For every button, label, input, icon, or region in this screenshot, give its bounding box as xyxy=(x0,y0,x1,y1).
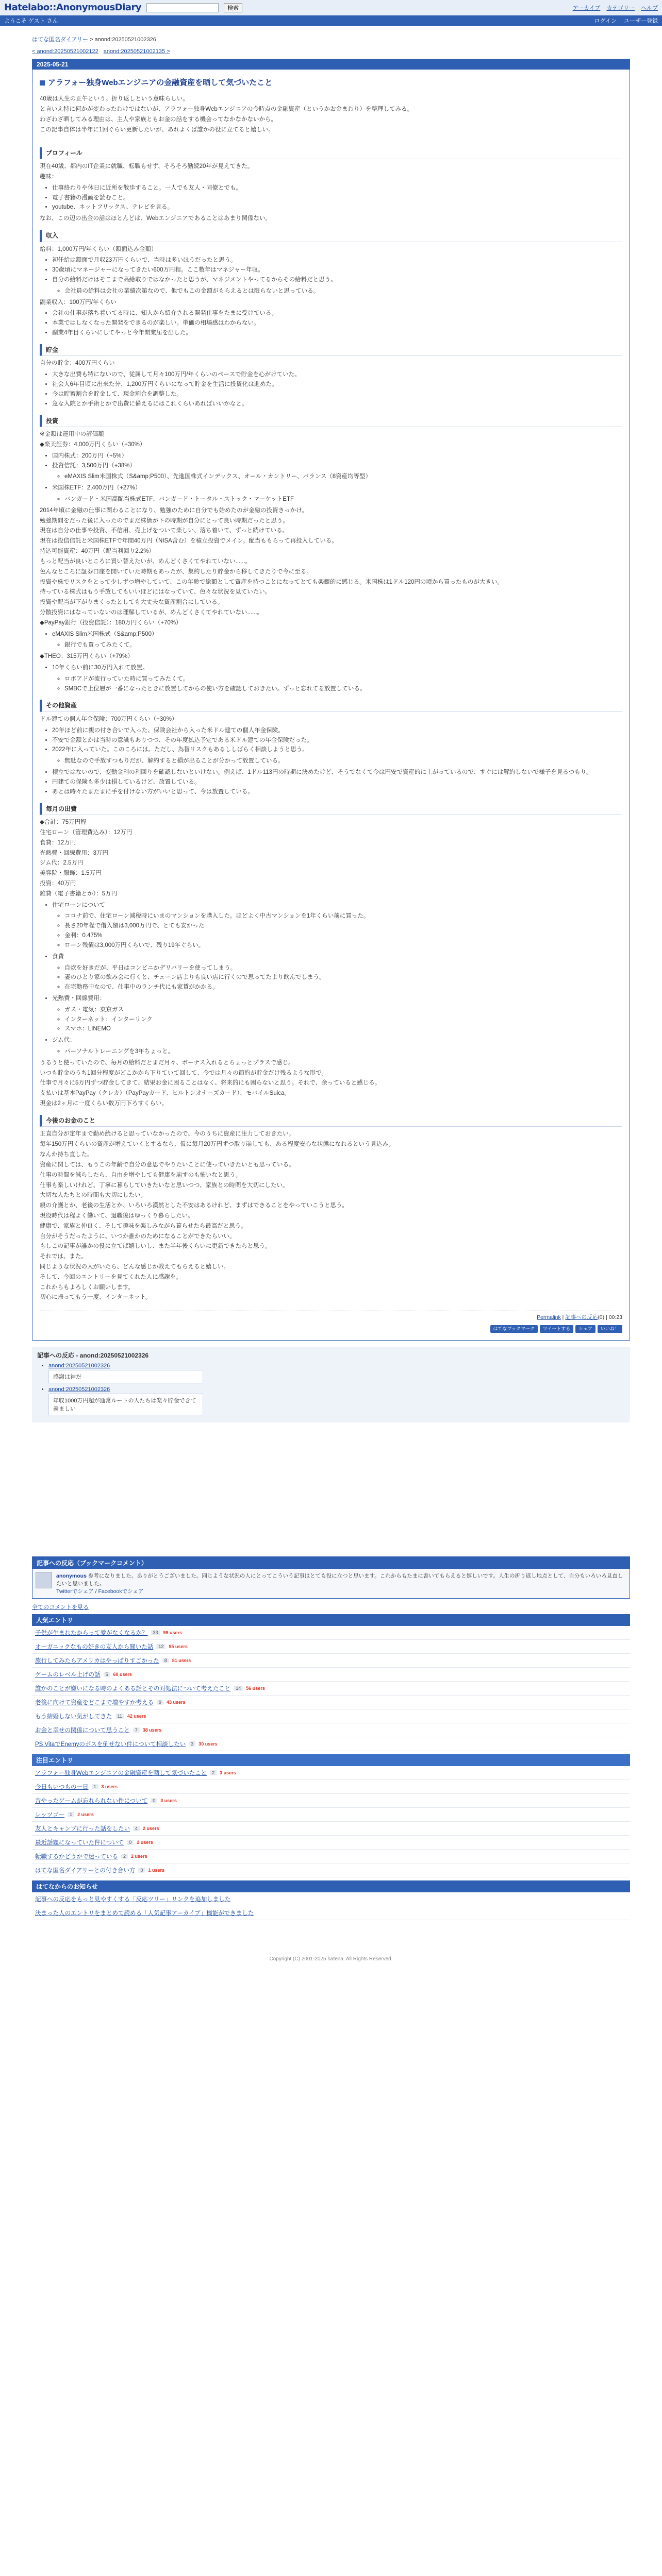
bullet-list xyxy=(52,912,622,950)
comment-count-badge: 2 xyxy=(121,1854,128,1859)
bullet-list xyxy=(52,472,622,482)
paragraph: 投資や配当が下がりまくったとしても大丈夫な資産割合にしている。 xyxy=(40,599,224,606)
list-item: • 仕事終わりや休日に近所を散歩すること。一人でも友人・同僚とでも。 xyxy=(52,184,622,193)
bookmark-users-count[interactable]: 42 users xyxy=(127,1714,146,1719)
entry-list-row xyxy=(32,1836,630,1850)
sub-list-item: ◦ 在宅勤務中なので、仕事中のランチ代にも家賃がかかる。 xyxy=(64,983,622,992)
welcome-text: ようこそ ゲスト さん xyxy=(4,18,58,24)
sub-list-item: ◦ バンガード・米国高配当株式ETF、バンガード・トータル・ストック・マーケットETF xyxy=(64,495,622,504)
sub-list-item: ◦ ロボアドが流行っていた時に買ってみたくて。 xyxy=(64,675,622,684)
entry-title-text: アラフォー独身Webエンジニアの金融資産を晒して気づいたこと xyxy=(48,78,273,87)
entry-list-row xyxy=(32,1654,630,1668)
hatena-bookmark-button[interactable]: はてなブックマーク xyxy=(490,1325,538,1333)
list-item xyxy=(52,1006,622,1034)
list-item: • 食費 xyxy=(52,953,622,962)
entry-list-row xyxy=(32,1850,630,1863)
bookmark-users-count[interactable]: 2 users xyxy=(131,1854,147,1859)
paragraph: 食費：12万円 xyxy=(40,839,76,846)
breadcrumb-root[interactable]: はてな匿名ダイアリー xyxy=(32,37,89,43)
list-item: • 2022年に入っていた。このころには。ただし、為替リスクもあるししばらく相談しようと思う。 xyxy=(52,745,622,755)
paragraph: 初心に帰ってもう一度、インターネット。 xyxy=(40,1294,152,1301)
paragraph: もっと配当が良いところに買い替えたいが、めんどくさくてやれていない......。 xyxy=(40,558,252,565)
bookmark-comments xyxy=(32,1556,630,1599)
list-item: • 円建ての保険も多少は損しているけど、放置している。 xyxy=(52,778,622,787)
entry-list-row xyxy=(32,1626,630,1640)
section-heading: 収入 xyxy=(40,230,622,242)
paragraph: 給料：1,000万円/年くらい（額面込み金額） xyxy=(40,246,157,252)
list-item: • 光熱費・回線費用： xyxy=(52,994,622,1004)
paragraph: 分散投資にはなっていないのは理解しているが、めんどくさくてやれていない......。 xyxy=(40,609,263,616)
bookmark-comment: anonymous 参考になりました。ありがとうございました。同じような状況の人にとってこういう記事はとても役に立つと思います。これからもたまに書いてもらえると嬉しいです。人生の折り返し地点として、自分もいろいろ見直したいと思いました。 Twitterでシェア / Facebookでシェア xyxy=(32,1569,630,1598)
bookmark-users-count[interactable]: 56 users xyxy=(246,1686,265,1691)
list-item: • 初任給は額面で月収23万円くらいで、当時は多いほうだったと思う。 xyxy=(52,256,622,265)
all-comments xyxy=(32,1603,630,1611)
paragraph: 資産に関しては、もうこの年齢で自分の意思でやりたいことに使っていきたいとも思っている。 xyxy=(40,1161,295,1168)
paragraph: 現金は2ヶ月に一度くらい数万円下ろすくらい。 xyxy=(40,1100,168,1107)
bullet-list xyxy=(52,256,622,284)
diary-entry xyxy=(32,59,630,1341)
bookmark-users-count[interactable]: 81 users xyxy=(172,1658,191,1664)
paragraph: いつも貯金のうち1回分程度がどこかから下りていて回して、今では月々の節約が貯金だけ残るような形で。 xyxy=(40,1070,327,1076)
paragraph: 健康で、家族と仲良く、そして趣味を楽しみながら暮らせたら最高だと思う。 xyxy=(40,1223,247,1229)
reply-item xyxy=(48,1386,625,1415)
list-item xyxy=(52,1047,622,1057)
paragraph: 美容院・服飾：1.5万円 xyxy=(40,870,102,877)
paragraph: 投資：40万円 xyxy=(40,880,76,887)
list-item xyxy=(52,675,622,694)
entry-list-row xyxy=(32,1780,630,1794)
bullet-list xyxy=(52,484,622,493)
entry-list-link[interactable]: 旅行してみたらアメリカはやっぱりすごかった xyxy=(35,1658,159,1665)
all-comments-link[interactable]: 全てのコメントを見る xyxy=(32,1604,89,1611)
paragraph: 持っている株式はもう手放してもいいほどにはなっていて、色々な状況を見ていたい。 xyxy=(40,589,271,596)
entry-list-link[interactable]: 友人とキャンプに行った話をしたい xyxy=(35,1826,130,1833)
list-section-title: はてなからのお知らせ xyxy=(32,1880,630,1892)
search-button[interactable]: 検索 xyxy=(224,3,242,12)
copyright: Copyright (C) 2001-2025 hatena. All Rights Reserved. xyxy=(269,1956,393,1962)
paragraph: なお、この辺の出金の話はほとんどは、Webエンジニアであることはあまり関係ない。 xyxy=(40,215,271,222)
paragraph: 大切な人たちとの時間も大切にしたい。 xyxy=(40,1192,146,1199)
sub-bullet-list xyxy=(64,912,622,950)
bookmark-users-count[interactable]: 2 users xyxy=(137,1840,153,1845)
sub-bullet-list xyxy=(64,472,622,482)
section-heading: 今後のお金のこと xyxy=(40,1115,622,1127)
bullet-list xyxy=(52,1006,622,1034)
bullet-list xyxy=(52,495,622,504)
comment-count-badge: 7 xyxy=(133,1727,140,1733)
sub-bullet-list xyxy=(64,1006,622,1034)
bookmark-users-count[interactable]: 1 users xyxy=(148,1868,165,1873)
bullet-list xyxy=(52,1036,622,1045)
paragraph: 色んなところに証券口座を開いていた時期もあったが、集約したり貯金から移してきたりで今に至る。 xyxy=(40,568,312,575)
comment-count-badge: 0 xyxy=(151,1798,157,1803)
entry-intro xyxy=(40,95,622,141)
comment-count-badge: 5 xyxy=(104,1672,110,1677)
entry-list-link[interactable]: PS VitaでEnemyのボスを倒せない件について相談したい xyxy=(35,1741,186,1748)
list-item: • 会社の仕事が落ち着いてる時に、知人から紹介される開発仕事をたまに受けている。 xyxy=(52,309,622,318)
paragraph: それでは、また。 xyxy=(40,1253,87,1260)
paragraph: 自分がそうだったように、いつか誰かのためになることができたらいい。 xyxy=(40,1233,236,1240)
ad-space xyxy=(32,1422,630,1556)
list-item xyxy=(52,757,622,766)
list-item: • 積立ではないので、変動金利の利回りを確認しないといけない。例えば、1ドル113円の時期に決めたけど、そうでなくて今は円安で資産的に上がっているので、すぐには解約しないで様子を見るつもり。 xyxy=(52,768,622,777)
paragraph: これからもよろしくお願いします。 xyxy=(40,1284,135,1291)
sub-list-item: ◦ 長さ20年程で借入額は3,000万円で、とても安かった xyxy=(64,922,622,931)
sub-bullet-list xyxy=(64,495,622,504)
entry-list-link[interactable]: ゲームのレベル上げの話 xyxy=(35,1672,101,1679)
intro-paragraph: わざわざ晒してみる理由は、主人や家族ともお金の話をする機会ってなかなかないから。 xyxy=(40,116,277,123)
paragraph: 仕事の時間を減らしたら、自由を増やしても健康を崩すのも怖いなと思う。 xyxy=(40,1172,241,1178)
bookmark-users-count[interactable]: 3 users xyxy=(101,1784,118,1790)
main-content xyxy=(32,26,630,1962)
entry-list-row xyxy=(32,1709,630,1723)
bullet-list xyxy=(52,452,622,471)
paragraph: 光熱費・回線費用：3万円 xyxy=(40,850,108,856)
paragraph: 仕事で月々に5万円ずつ貯金してきて、結果お金に困ることはなく、将来的にも困らないと思う。それで、余っていると感じる。 xyxy=(40,1080,381,1087)
bookmark-users-count[interactable]: 2 users xyxy=(77,1812,94,1818)
paragraph: ◆THEO：315万円くらい（+79%） xyxy=(40,653,134,660)
section-heading: 毎月の出費 xyxy=(40,803,622,816)
paragraph: もしこの記事が誰かの役に立てば嬉しいし、また半年後くらいに更新できたらと思う。 xyxy=(40,1243,271,1250)
comment-count-badge: 33 xyxy=(151,1630,160,1635)
sub-bullet-list xyxy=(64,964,622,992)
entry-list-link[interactable]: 子供が生まれたからって愛がなくなるか？ xyxy=(35,1630,148,1637)
entry-nav xyxy=(32,48,630,55)
list-item xyxy=(52,287,622,296)
bookmark-comment-text: 参考になりました。ありがとうございました。同じような状況の人にとってこういう記事はとても役に立つと思います。これからもたまに書いてもらえると嬉しいです。人生の折り返し地点として、自分もいろいろ見直したいと思いました。 xyxy=(56,1573,623,1587)
paragraph: 親の介護とか、老後の生活とか、いろいろ漠然とした不安はあるけれど、まずはできることをやっていこうと思う。 xyxy=(40,1202,348,1209)
entry-footer: Permalink | 記事への反応(0) | 00:23 xyxy=(40,1311,622,1321)
bullet-list xyxy=(52,641,622,650)
top-link-archive[interactable]: アーカイブ xyxy=(572,5,601,11)
paragraph: 同じような状況の人がいたら、どんな感じか教えてもらえると嬉しい。 xyxy=(40,1264,229,1270)
bookmark-users-count[interactable]: 95 users xyxy=(169,1644,188,1650)
bullet-list xyxy=(52,675,622,694)
title-square-icon xyxy=(40,80,45,86)
list-item: • 米国株ETF：2,400万円（+27%） xyxy=(52,484,622,493)
paragraph: ドル建ての個人年金保険：700万円くらい（+30%） xyxy=(40,716,178,723)
paragraph: そして、今回のエントリーを見てくれた人に感謝を。 xyxy=(40,1274,182,1280)
bullet-list xyxy=(52,664,622,673)
comment-count-badge: 1 xyxy=(92,1784,98,1789)
list-item: • 電子書籍の漫画を読むこと。 xyxy=(52,194,622,203)
paragraph: 勉強期間をだった後に入ったのでまだ株価が下の時期が自分にとって良い時期だったと思う。 xyxy=(40,517,289,524)
reactions-link[interactable]: 記事への反応 xyxy=(565,1314,598,1321)
section-heading: 投資 xyxy=(40,415,622,428)
bullet-list xyxy=(52,309,622,337)
avatar[interactable] xyxy=(36,1572,52,1588)
sub-list-item: ◦ 自炊を好きだが、平日はコンビニかデリバリーを使ってしまう。 xyxy=(64,964,622,973)
paragraph: 投資や株でリスクをとって少しずつ増やしていて、この年齢で総額として資産を持つことになってとても楽観的に感じる。米国株は1ドル120円の頃から買ったものが大きい。 xyxy=(40,579,503,585)
entry-body xyxy=(32,70,630,1340)
entry-list-row xyxy=(32,1892,630,1906)
bullet-list xyxy=(52,994,622,1004)
list-item xyxy=(52,472,622,482)
paragraph: 雑費（電子書籍とか）：5万円 xyxy=(40,890,118,897)
comment-count-badge: 0 xyxy=(138,1868,145,1873)
sub-list-item: ◦ SMBCで上位層が一番になったときに放置してからの使い方を確認しておきたい。ずっと忘れてる放置している。 xyxy=(64,685,622,694)
bullet-list xyxy=(52,370,622,409)
entry-list-row xyxy=(32,1794,630,1808)
section-heading: プロフィール xyxy=(40,147,622,160)
site-logo[interactable]: Hatelabo::AnonymousDiary xyxy=(4,2,142,13)
sub-list-item: ◦ 金利：0.475% xyxy=(64,931,622,941)
sub-list-item: ◦ コロナ前で、住宅ローン減税時にいまのマンションを購入した。ほどよく中古マンションを1年くらい前に買った。 xyxy=(64,912,622,921)
entry-list-link[interactable]: お金と幸せの関係について思うこと xyxy=(35,1727,130,1734)
bookmark-comments-title: 記事への反応（ブックマークコメント） xyxy=(32,1557,630,1569)
reply-text: 年収1000万円超が通常ルートの人たちは楽々貯金できて羨ましい xyxy=(48,1394,203,1415)
reactions-count: (0) xyxy=(598,1314,605,1321)
sub-list-item: ◦ eMAXIS Slim米国株式（S&amp;P500）、先進国株式インデックス、オール・カントリー、バランス（8資産均等型） xyxy=(64,472,622,482)
list-item: • 副業4年目くらいにしてやっと今年開業届を出した。 xyxy=(52,329,622,338)
sub-list-item: ◦ パーソナルトレーニングを3年ちょっと。 xyxy=(64,1047,622,1057)
top-links xyxy=(573,4,658,12)
bullet-list xyxy=(52,901,622,910)
list-item: • 社会人6年目頃に出来た分、1,200万円くらいになって貯金を生活に投資化は進めた。 xyxy=(52,380,622,389)
entry-list-link[interactable]: もう結婚しない気がしてきた xyxy=(35,1714,112,1720)
list-item: • 住宅ローンについて xyxy=(52,901,622,910)
bookmark-users-count[interactable]: 3 users xyxy=(160,1798,177,1804)
sub-list-item: ◦ 妻のひとり家の飲み会に行くと、チェーン店よりも良い店に行くので思ってたより飲んでしまう。 xyxy=(64,973,622,982)
intro-paragraph: と言いえ特に何かが変わったわけではないが、アラフォー独身Webエンジニアの今時点の金融資産（というかお金まわり）を整理してみる。 xyxy=(40,106,413,113)
entry-list-row xyxy=(32,1682,630,1696)
list-item xyxy=(52,641,622,650)
breadcrumb-sep: > xyxy=(88,37,95,43)
sub-list-item: ◦ スマホ：LINEMO xyxy=(64,1025,622,1034)
paragraph: 現在は投信信託と米国株ETFで年間40万円（NISA含む）を積立投資でメイン。配当ももらって再投入している。 xyxy=(40,538,338,545)
bookmark-users-count[interactable]: 99 users xyxy=(163,1630,183,1636)
sub-bullet-list xyxy=(64,641,622,650)
search-input[interactable] xyxy=(146,3,219,12)
bullet-list xyxy=(52,953,622,962)
sub-bullet-list xyxy=(64,675,622,694)
sub-list-item: ◦ 会社員の給料は会社の業績次第なので、他でもこの金額がもらえるとは限らないと思っている。 xyxy=(64,287,622,296)
paragraph: 現在は自分の仕事や投資、不信用、売上げをついて楽しい、落ち着いて、ずっと続けている。 xyxy=(40,528,289,534)
entry-list-row xyxy=(32,1737,630,1751)
bookmark-users-count[interactable]: 3 users xyxy=(220,1770,236,1776)
paragraph: 現在40歳、都内のIT企業に就職、転職もせず、そろそろ勤続20年が見えてきた。 xyxy=(40,163,254,170)
list-item: • 不安で金額とかは当時の意識もありつつ、その年度払込予定である米ドル建ての年金保険だった。 xyxy=(52,736,622,745)
paragraph: 2014年頃に金融の仕事に関わることになり、勉強のために自分でも始めたのが金融の投資きっかけ。 xyxy=(40,507,308,514)
entry-list-row xyxy=(32,1822,630,1836)
sub-list-item: ◦ 銀行でも買ってみたくて。 xyxy=(64,641,622,650)
list-item: • 30歳頃にマネージャーになってきたい600万円程。ここ数年はマネジャー年収。 xyxy=(52,266,622,275)
list-item: • 急な入院とか手術とかで出費に備えるにはこれくらいあればいいかなと。 xyxy=(52,400,622,409)
entry-list-row xyxy=(32,1723,630,1737)
entry-list-link[interactable]: オーガニックなもの好きの友人から聞いた話 xyxy=(35,1644,154,1651)
entry-date: 2025-05-21 xyxy=(32,59,630,70)
paragraph: 支払いは基本PayPay（クレカ）（PayPayカード、ヒルトンオナーズカード）、モバイルSuica。 xyxy=(40,1090,290,1097)
list-section-title: 注目エントリ xyxy=(32,1754,630,1766)
share-button[interactable]: シェア xyxy=(575,1325,595,1333)
sub-bullet-list xyxy=(64,1047,622,1057)
paragraph: ジム代：2.5万円 xyxy=(40,860,84,867)
user-bar xyxy=(0,15,662,26)
top-link-category[interactable]: カテゴリー xyxy=(606,5,635,11)
top-link-help[interactable]: ヘルプ xyxy=(641,5,658,11)
bookmark-users-count[interactable]: 30 users xyxy=(198,1741,218,1747)
share-buttons xyxy=(40,1325,622,1333)
bookmark-users-count[interactable]: 2 users xyxy=(143,1826,159,1832)
register-link[interactable]: ユーザー登録 xyxy=(624,18,658,24)
entry-title[interactable] xyxy=(40,77,622,89)
paragraph: 現役時代は程よく働いて、退職後はゆっくり暮らしたい。 xyxy=(40,1212,194,1219)
login-link[interactable]: ログイン xyxy=(594,18,617,24)
comment-count-badge: 2 xyxy=(210,1770,217,1775)
paragraph: ◆合計：75万円程 xyxy=(40,819,87,826)
bullet-list xyxy=(52,630,622,639)
comment-count-badge: 0 xyxy=(127,1840,134,1845)
sub-list-item: ◦ ローン残債は3,000万円くらいで、残り19年ぐらい。 xyxy=(64,941,622,951)
top-bar xyxy=(0,0,662,15)
entry-list-row xyxy=(32,1766,630,1780)
list-item: • 本業ではしなくなった開発をできるのが楽しい。単価の相場感はわからない。 xyxy=(52,319,622,328)
next-entry-link[interactable]: anond:20250521002135 > xyxy=(103,48,170,55)
bullet-list xyxy=(52,287,622,296)
paragraph: うるうと使っていたので、毎月の給料だとまだ月々、ボーナス入れるとちょっとプラスで感じ。 xyxy=(40,1059,294,1066)
prev-entry-link[interactable]: < anond:20250521002122 xyxy=(32,48,98,55)
list-section-title: 人気エントリ xyxy=(32,1614,630,1626)
paragraph: 仕事も楽しいけれど、丁寧に暮らしていきたいなと思いつつ、家族との時間を大切にしたい。 xyxy=(40,1182,289,1189)
list-item: • 10年くらい前に30万円入れて放置。 xyxy=(52,664,622,673)
comment-count-badge: 3 xyxy=(189,1741,195,1747)
twitter-share-link[interactable]: Twitterでシェア xyxy=(56,1588,94,1595)
comment-count-badge: 1 xyxy=(68,1812,74,1817)
list-item: • 投資信託：3,500万円（+38%） xyxy=(52,462,622,471)
comment-count-badge: 4 xyxy=(133,1826,140,1831)
entry-list-row xyxy=(32,1906,630,1920)
sub-list-item: ◦ ガス・電気：東京ガス xyxy=(64,1006,622,1015)
bookmark-user[interactable]: anonymous xyxy=(56,1573,87,1580)
paragraph: 正直自分が定年まで勤め続けると思っていなかったので、今のうちに資産に注力しておきたい。 xyxy=(40,1131,295,1138)
list-item: • eMAXIS Slim米国株式（S&amp;P500） xyxy=(52,630,622,639)
spacer xyxy=(40,136,622,141)
entry-sections xyxy=(40,147,622,1303)
list-item xyxy=(52,964,622,992)
bookmark-users-count[interactable]: 43 users xyxy=(167,1700,186,1705)
bullet-list xyxy=(52,184,622,212)
paragraph: 住宅ローン（管理費込み）：12万円 xyxy=(40,829,133,836)
like-button[interactable]: いいね！ xyxy=(598,1325,622,1333)
paragraph: 持込可能資産：40万円（配当利回り2.2%） xyxy=(40,548,155,555)
facebook-share-link[interactable]: Facebookでシェア xyxy=(98,1588,144,1595)
bullet-list xyxy=(52,964,622,992)
entry-list-link[interactable]: 昔やったゲームが忘れられない件について xyxy=(35,1798,148,1805)
list-item xyxy=(52,912,622,950)
tweet-button[interactable]: ツイートする xyxy=(540,1325,573,1333)
list-item: • 自分の給料だけはそこまで高給取りではなかったと思うが、マネジメントやってるからその給料だと思う。 xyxy=(52,276,622,285)
sub-bullet-list xyxy=(64,287,622,296)
bullet-list xyxy=(52,726,622,755)
bullet-list xyxy=(52,768,622,796)
intro-paragraph: この記事自体は半年に1回ぐらい更新したいが、あれよくば誰かの役に立てると嬉しい。 xyxy=(40,126,274,133)
comment-count-badge: 8 xyxy=(162,1658,169,1663)
paragraph: ※金額は運用中の評価額 xyxy=(40,431,104,438)
intro-paragraph: 40歳は人生の正午という。折り返しという意味らしい。 xyxy=(40,96,189,103)
paragraph: 趣味： xyxy=(40,173,58,180)
list-item: • ジム代： xyxy=(52,1036,622,1045)
paragraph: なんか持ち直した。 xyxy=(40,1151,93,1158)
entry-list-link[interactable]: 最近話題になっていた件について xyxy=(35,1840,124,1846)
sub-list-item: ◦ インターネット：インターリンク xyxy=(64,1015,622,1025)
bullet-list xyxy=(52,757,622,766)
reply-link[interactable]: anond:20250521002326 xyxy=(48,1363,110,1369)
comment-count-badge: 9 xyxy=(157,1700,163,1705)
paragraph: 副業収入：100万円/年くらい xyxy=(40,299,117,306)
permalink[interactable]: Permalink xyxy=(537,1314,561,1321)
breadcrumb xyxy=(32,35,630,43)
replies-box xyxy=(32,1347,630,1422)
list-item: • あとは時々たまたまに手を付けない方がいいと思って、今は放置している。 xyxy=(52,788,622,797)
list-item: • 20年ほど前に親の付き合いで入った、保険会社から入った米ドル建ての個人年金保険。 xyxy=(52,726,622,736)
paragraph: ◆PayPay銀行（投資信託）：180万円くらい（+70%） xyxy=(40,619,182,626)
paragraph: ◆楽天証券：4,000万円くらい（+30%） xyxy=(40,441,146,448)
list-item: • 国内株式：200万円（+5%） xyxy=(52,452,622,461)
list-item: • 今は貯蓄割合を貯金して、現金割合を調整した。 xyxy=(52,390,622,399)
list-item xyxy=(52,495,622,504)
entry-list-link[interactable]: レッツゴー xyxy=(35,1812,65,1819)
section-heading: その他資産 xyxy=(40,700,622,712)
sub-bullet-list xyxy=(64,757,622,766)
entry-list-row xyxy=(32,1863,630,1877)
entry-list-link[interactable]: 決まった人のエントリをまとめて読める「人気記事アーカイブ」機能ができました xyxy=(35,1910,254,1917)
entry-list-row xyxy=(32,1808,630,1822)
reply-item xyxy=(48,1363,625,1383)
entry-list-link[interactable]: 今日もいつもの一日 xyxy=(35,1784,89,1791)
section-heading: 貯金 xyxy=(40,344,622,357)
bookmark-users-count[interactable]: 60 users xyxy=(113,1672,133,1677)
bullet-list xyxy=(52,1047,622,1057)
reply-text: 感謝は神だ xyxy=(48,1370,203,1383)
entry-list-link[interactable]: 老後に向けて資産をどこまで増やすか考える xyxy=(35,1700,154,1706)
reply-link[interactable]: anond:20250521002326 xyxy=(48,1386,110,1393)
comment-count-badge: 11 xyxy=(115,1714,124,1719)
sub-list-item: ◦ 無駄なので手放すつもりだが、解約すると損が出ることが分かって放置している。 xyxy=(64,757,622,766)
breadcrumb-current: anond:20250521002326 xyxy=(94,37,156,43)
replies-title: 記事への反応 - anond:20250521002326 xyxy=(37,1352,149,1360)
comment-count-badge: 12 xyxy=(156,1644,166,1649)
entry-list-row xyxy=(32,1696,630,1709)
entry-time: 00:23 xyxy=(608,1314,622,1321)
bookmark-users-count[interactable]: 38 users xyxy=(142,1727,162,1733)
entry-list-link[interactable]: アラフォー独身Webエンジニアの金融資産を晒して気づいたこと xyxy=(35,1770,207,1777)
entry-list-link[interactable]: 誰かのことが嫌いになる時のよくある話とその対処法について考えたこと xyxy=(35,1686,231,1692)
paragraph: 自分の貯金：400万円くらい xyxy=(40,360,115,367)
entry-list-link[interactable]: 記事への反応をもっと見やすくする「反応ツリー」リンクを追加しました xyxy=(35,1896,231,1903)
entry-list-link[interactable]: はてな匿名ダイアリーとの付き合い方 xyxy=(35,1868,136,1874)
list-item: • 大きな出費も特にないので、従属して月々100万円/年くらいのペースで貯金を心がけていた。 xyxy=(52,370,622,380)
entry-list-row xyxy=(32,1668,630,1682)
entry-list-row xyxy=(32,1640,630,1654)
paragraph: 毎年150万円くらいの資産が増えていくとするなら、仮に毎月20万円ずつ取り崩しても、ある程度安心な状態になれるという見込み。 xyxy=(40,1141,395,1148)
entry-list-link[interactable]: 転職するかどうかで迷っている xyxy=(35,1854,118,1860)
entry-lists xyxy=(32,1614,630,1920)
list-item: • youtube、ネットフリックス、テレビを見る。 xyxy=(52,203,622,212)
comment-count-badge: 14 xyxy=(234,1686,243,1691)
